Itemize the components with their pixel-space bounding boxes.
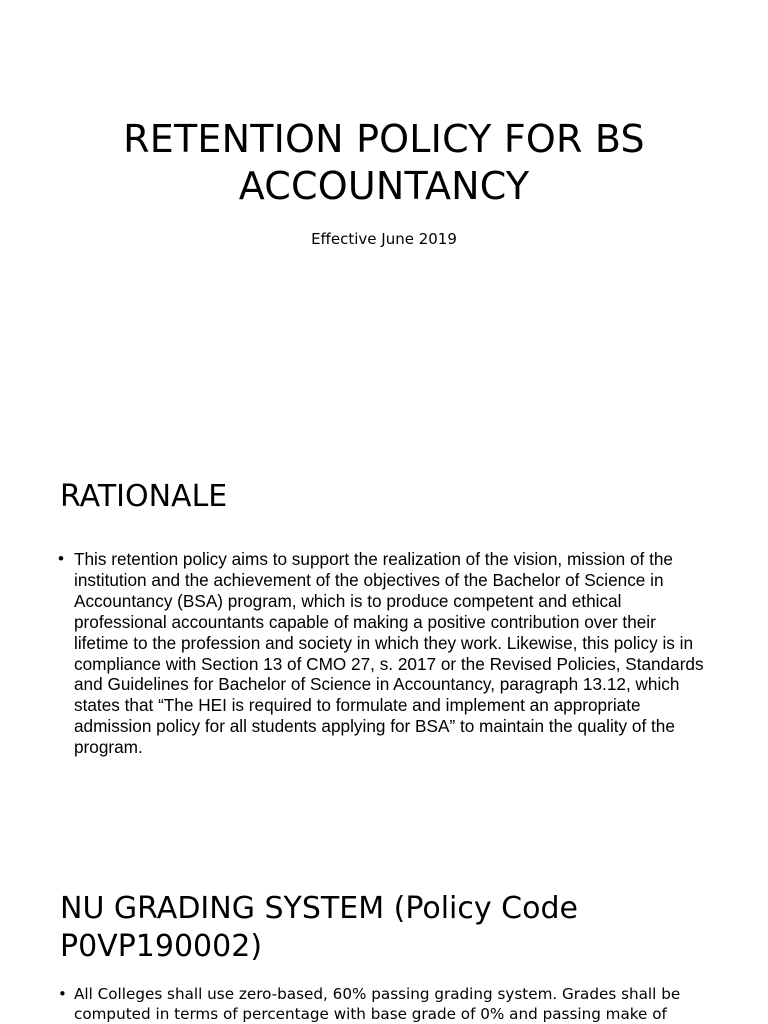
rationale-bullet xyxy=(58,549,708,758)
rationale-heading: RATIONALE xyxy=(60,479,228,514)
grading-system-heading: NU GRADING SYSTEM (Policy Code P0VP190002) xyxy=(60,891,578,964)
grading-system-slide xyxy=(0,864,768,1024)
title-slide xyxy=(0,0,768,432)
rationale-bullet-list xyxy=(58,549,708,758)
grading-bullet xyxy=(58,984,708,1024)
bullet-icon: • xyxy=(58,985,67,1003)
effective-date-subtitle: Effective June 2019 xyxy=(311,230,457,248)
document-title: RETENTION POLICY FOR BS ACCOUNTANCY xyxy=(123,117,645,208)
rationale-slide xyxy=(0,432,768,864)
grading-bullet-list xyxy=(58,984,708,1024)
rationale-paragraph: This retention policy aims to support the realization of the vision, mission of the institution and the achievement of the objectives of the Bachelor of Science in Accountancy (BSA) program, which is to produce competent and ethical professional accountants capable of making a positive contribution over their lifetime to the profession and society in which they work. Likewise, this policy is in compliance with Section 13 of CMO 27, s. 2017 or the Revised Policies, Standards and Guidelines for Bachelor of Science in Accountancy, paragraph 13.12, which states that “The HEI is required to formulate and implement an appropriate admission policy for all students applying for BSA” to maintain the quality of the program. xyxy=(74,549,704,758)
bullet-icon: • xyxy=(58,549,64,568)
grading-paragraph: All Colleges shall use zero-based, 60% passing grading system. Grades shall be computed in terms of percentage with base grade of 0% and passing make of xyxy=(74,985,681,1023)
